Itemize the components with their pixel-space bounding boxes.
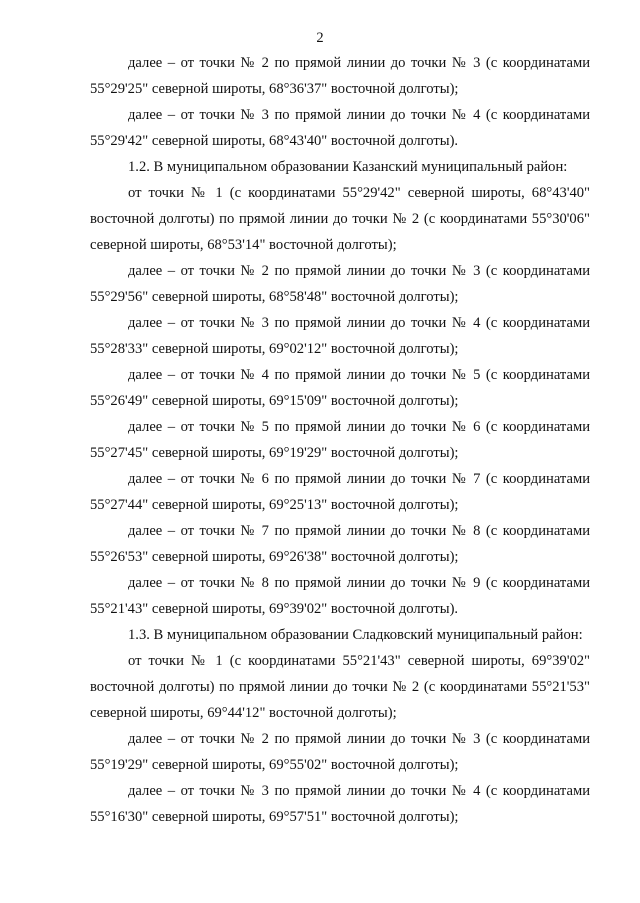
paragraph-kazansky-point-2-to-3: далее – от точки № 2 по прямой линии до точки № 3 (с координатами 55°29'56" северной широты, 68°58'48" восточной долготы);	[90, 263, 590, 305]
paragraph-kazansky-point-4-to-5: далее – от точки № 4 по прямой линии до точки № 5 (с координатами 55°26'49" северной широты, 69°15'09" восточной долготы);	[90, 367, 590, 409]
paragraph-sladkovsky-point-3-to-4: далее – от точки № 3 по прямой линии до точки № 4 (с координатами 55°16'30" северной широты, 69°57'51" восточной долготы);	[90, 783, 590, 825]
paragraph-sladkovsky-point-2-to-3: далее – от точки № 2 по прямой линии до точки № 3 (с координатами 55°19'29" северной широты, 69°55'02" восточной долготы);	[90, 731, 590, 773]
paragraph-point-2-to-3: далее – от точки № 2 по прямой линии до точки № 3 (с координатами 55°29'25" северной широты, 68°36'37" восточной долготы);	[90, 55, 590, 97]
paragraph-kazansky-point-1-to-2: от точки № 1 (с координатами 55°29'42" северной широты, 68°43'40" восточной долготы) по прямой линии до точки № 2 (с координатами 55°30'06" северной широты, 68°53'14" восточной долготы);	[90, 185, 590, 253]
paragraph-kazansky-point-3-to-4: далее – от точки № 3 по прямой линии до точки № 4 (с координатами 55°28'33" северной широты, 69°02'12" восточной долготы);	[90, 315, 590, 357]
paragraph-kazansky-point-7-to-8: далее – от точки № 7 по прямой линии до точки № 8 (с координатами 55°26'53" северной широты, 69°26'38" восточной долготы);	[90, 523, 590, 565]
document-body	[90, 50, 590, 830]
paragraph-sladkovsky-point-1-to-2: от точки № 1 (с координатами 55°21'43" северной широты, 69°39'02" восточной долготы) по прямой линии до точки № 2 (с координатами 55°21'53" северной широты, 69°44'12" восточной долготы);	[90, 653, 590, 721]
section-heading-kazansky: 1.2. В муниципальном образовании Казанский муниципальный район:	[128, 159, 568, 175]
paragraph-kazansky-point-8-to-9: далее – от точки № 8 по прямой линии до точки № 9 (с координатами 55°21'43" северной широты, 69°39'02" восточной долготы).	[90, 575, 590, 617]
paragraph-kazansky-point-6-to-7: далее – от точки № 6 по прямой линии до точки № 7 (с координатами 55°27'44" северной широты, 69°25'13" восточной долготы);	[90, 471, 590, 513]
paragraph-point-3-to-4: далее – от точки № 3 по прямой линии до точки № 4 (с координатами 55°29'42" северной широты, 68°43'40" восточной долготы).	[90, 107, 590, 149]
section-heading-sladkovsky: 1.3. В муниципальном образовании Сладковский муниципальный район:	[128, 627, 583, 643]
paragraph-kazansky-point-5-to-6: далее – от точки № 5 по прямой линии до точки № 6 (с координатами 55°27'45" северной широты, 69°19'29" восточной долготы);	[90, 419, 590, 461]
page-number: 2	[316, 30, 324, 46]
